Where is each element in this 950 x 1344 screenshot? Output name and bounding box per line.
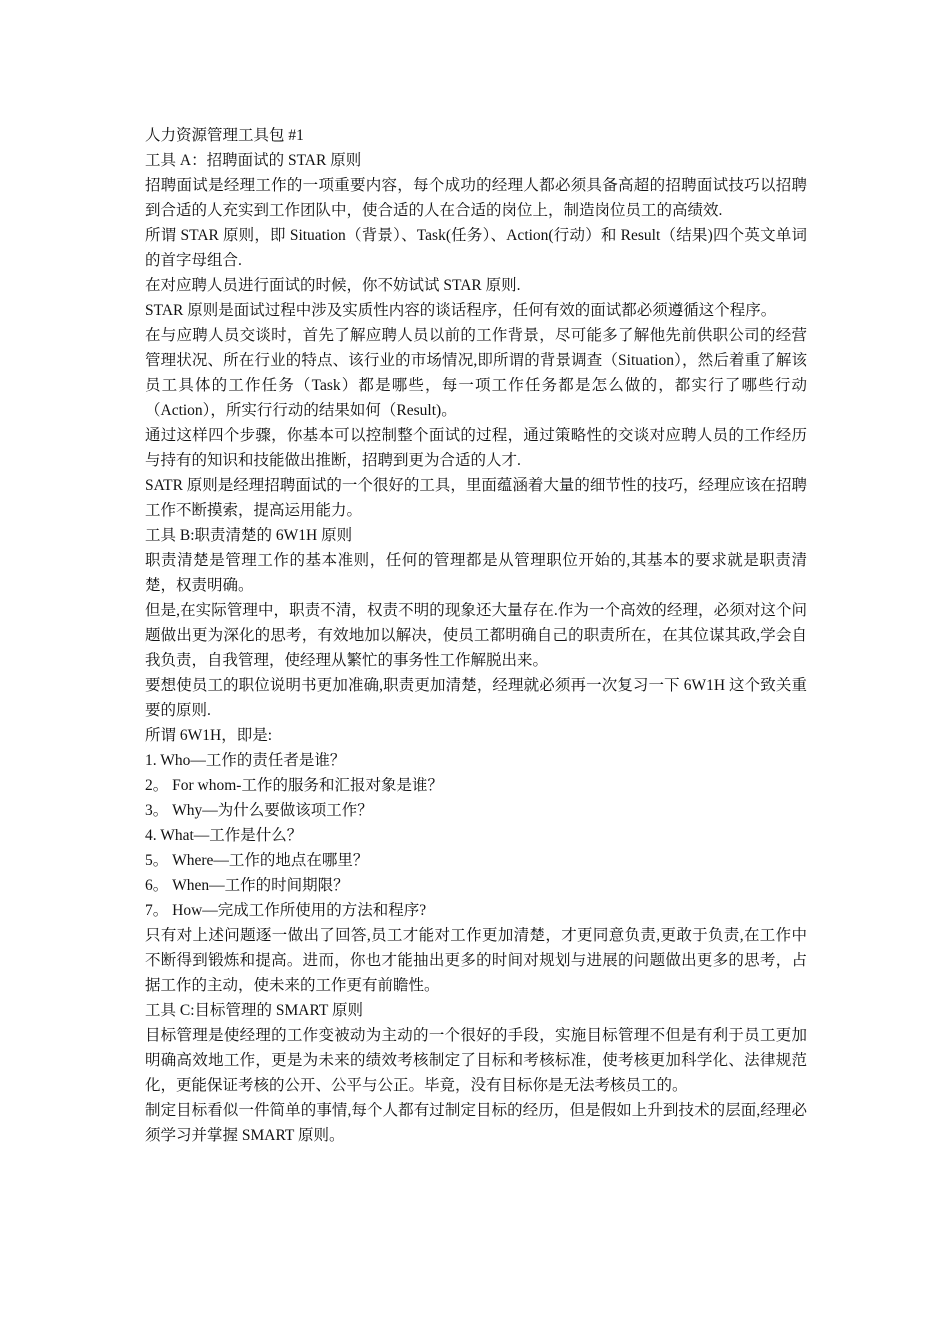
paragraph: STAR 原则是面试过程中涉及实质性内容的谈话程序，任何有效的面试都必须遵循这个程序。: [145, 302, 777, 319]
list-item: 7。 How—完成工作所使用的方法和程序?: [145, 902, 427, 919]
list-item: 2。 For whom-工作的服务和汇报对象是谁？: [145, 777, 443, 794]
list-item: 4. What—工作是什么？: [145, 827, 303, 844]
paragraph: SATR 原则是经理招聘面试的一个很好的工具，里面蕴涵着大量的细节性的技巧，经理应该在招聘工作不断摸索，提高运用能力。: [145, 477, 807, 519]
paragraph: 只有对上述问题逐一做出了回答,员工才能对工作更加清楚，才更同意负责,更敢于负责,在工作中不断得到锻炼和提高。进而，你也才能抽出更多的时间对规划与进展的问题做出更多的思考，占据工作的主动，使未来的工作更有前瞻性。: [145, 927, 807, 994]
paragraph: 招聘面试是经理工作的一项重要内容，每个成功的经理人都必须具备高超的招聘面试技巧以招聘到合适的人充实到工作团队中，使合适的人在合适的岗位上，制造岗位员工的高绩效.: [145, 177, 807, 219]
list-item: 5。 Where—工作的地点在哪里？: [145, 852, 369, 869]
paragraph: 在对应聘人员进行面试的时候，你不妨试试 STAR 原则.: [145, 277, 521, 294]
paragraph: 但是,在实际管理中，职责不清，权责不明的现象还大量存在.作为一个高效的经理，必须对这个问题做出更为深化的思考，有效地加以解决，使员工都明确自己的职责所在，在其位谋其政,学会自我负责，自我管理，使经理从繁忙的事务性工作解脱出来。: [145, 602, 807, 669]
paragraph: 通过这样四个步骤，你基本可以控制整个面试的过程，通过策略性的交谈对应聘人员的工作经历与持有的知识和技能做出推断，招聘到更为合适的人才.: [145, 427, 807, 469]
document-body: [145, 123, 807, 1148]
paragraph: 所谓 6W1H，即是:: [145, 727, 273, 744]
list-item: 6。 When—工作的时间期限？: [145, 877, 349, 894]
paragraph: 在与应聘人员交谈时，首先了解应聘人员以前的工作背景，尽可能多了解他先前供职公司的经营管理状况、所在行业的特点、该行业的市场情况,即所谓的背景调查（Situation），然后着重了解该员工具体的工作任务（Task）都是哪些，每一项工作任务都是怎么做的，都实行了哪些行动（Action），所实行行动的结果如何（Result)。: [145, 327, 807, 419]
document-title: 人力资源管理工具包 #1: [145, 127, 304, 144]
paragraph: 制定目标看似一件简单的事情,每个人都有过制定目标的经历，但是假如上升到技术的层面,经理必须学习并掌握 SMART 原则。: [145, 1102, 807, 1144]
paragraph: 职责清楚是管理工作的基本准则，任何的管理都是从管理职位开始的,其基本的要求就是职责清楚，权责明确。: [145, 552, 807, 594]
paragraph: 要想使员工的职位说明书更加准确,职责更加清楚，经理就必须再一次复习一下 6W1H 这个致关重要的原则.: [145, 677, 807, 719]
paragraph: 所谓 STAR 原则，即 Situation（背景）、Task(任务）、Action(行动）和 Result（结果)四个英文单词的首字母组合.: [145, 227, 807, 269]
section-heading-tool-c: 工具 C:目标管理的 SMART 原则: [145, 1002, 363, 1019]
list-item: 3。 Why—为什么要做该项工作？: [145, 802, 373, 819]
section-heading-tool-a: 工具 A：招聘面试的 STAR 原则: [145, 152, 362, 169]
list-item: 1. Who—工作的责任者是谁？: [145, 752, 346, 769]
section-heading-tool-b: 工具 B:职责清楚的 6W1H 原则: [145, 527, 353, 544]
paragraph: 目标管理是使经理的工作变被动为主动的一个很好的手段，实施目标管理不但是有利于员工更加明确高效地工作，更是为未来的绩效考核制定了目标和考核标准，使考核更加科学化、法律规范化，更能保证考核的公开、公平与公正。毕竟，没有目标你是无法考核员工的。: [145, 1027, 807, 1094]
